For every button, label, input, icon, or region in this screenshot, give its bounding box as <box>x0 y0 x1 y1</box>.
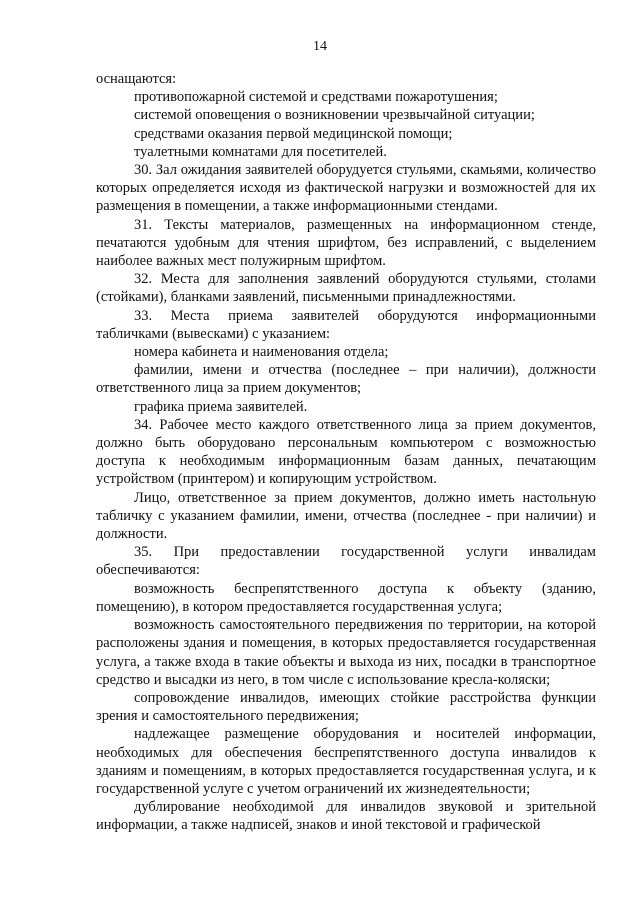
list-item: дублирование необходимой для инвалидов звуковой и зрительной информации, а также надписей, знаков и иной текстовой и графической <box>96 799 596 834</box>
list-item: графика приема заявителей. <box>134 398 308 415</box>
paragraph-35: 35. При предоставлении государственной услуги инвалидам обеспечиваются: <box>96 544 596 579</box>
paragraph-intro: оснащаются: <box>96 71 177 87</box>
list-item: номера кабинета и наименования отдела; <box>134 344 389 361</box>
paragraph-31: 31. Тексты материалов, размещенных на информационном стенде, печатаются удобным для чтения шрифтом, без исправлений, с выделением наиболее важных мест полужирным шрифтом. <box>96 216 596 270</box>
paragraph-30: 30. Зал ожидания заявителей оборудуется стульями, скамьями, количество которых определяется исходя из фактической нагрузки и возможностей для их размещения в помещении, а также информационными стендами. <box>96 162 596 215</box>
list-item: сопровождение инвалидов, имеющих стойкие расстройства функции зрения и самостоятельного передвижения; <box>96 689 596 725</box>
paragraph-34: 34. Рабочее место каждого ответственного лица за прием документов, должно быть оборудовано персональным компьютером с возможностью доступа к необходимым информационным базам данных, печатающим устройством (принтером) и копирующим устройством. <box>96 416 596 488</box>
list-item: возможность беспрепятственного доступа к объекту (зданию, помещению), в котором предоставляется государственная услуга; <box>96 580 596 615</box>
list-item: средствами оказания первой медицинской помощи; <box>134 125 453 142</box>
page-number: 14 <box>313 39 327 54</box>
list-item: туалетными комнатами для посетителей. <box>134 143 387 160</box>
list-item: фамилии, имени и отчества (последнее – при наличии), должности ответственного лица за прием документов; <box>96 362 596 397</box>
list-item: возможность самостоятельного передвижения по территории, на которой расположены здания и помещения, в которых предоставляется государственная услуга, а также входа в такие объекты и выхода из них, посадки в транспортное средство и высадки из него, в том числе с использование кресла-коляски; <box>96 617 596 688</box>
list-item: надлежащее размещение оборудования и носителей информации, необходимых для обеспечения беспрепятственного доступа инвалидов к зданиям и помещениям, в которых предоставляется государственная услуга, и к государственной услуге с учетом ограничений их жизнедеятельности; <box>96 726 596 797</box>
paragraph-33: 33. Места приема заявителей оборудуются информационными табличками (вывесками) с указанием: <box>96 307 596 342</box>
paragraph-34-responsible-person: Лицо, ответственное за прием документов, должно иметь настольную табличку с указанием фамилии, имени, отчества (последнее - при наличии) и должности. <box>96 489 596 543</box>
paragraph-32: 32. Места для заполнения заявлений оборудуются стульями, столами (стойками), бланками заявлений, письменными принадлежностями. <box>96 271 596 306</box>
list-item: системой оповещения о возникновении чрезвычайной ситуации; <box>134 107 535 124</box>
document-body <box>96 70 596 835</box>
list-item: противопожарной системой и средствами пожаротушения; <box>134 89 498 106</box>
